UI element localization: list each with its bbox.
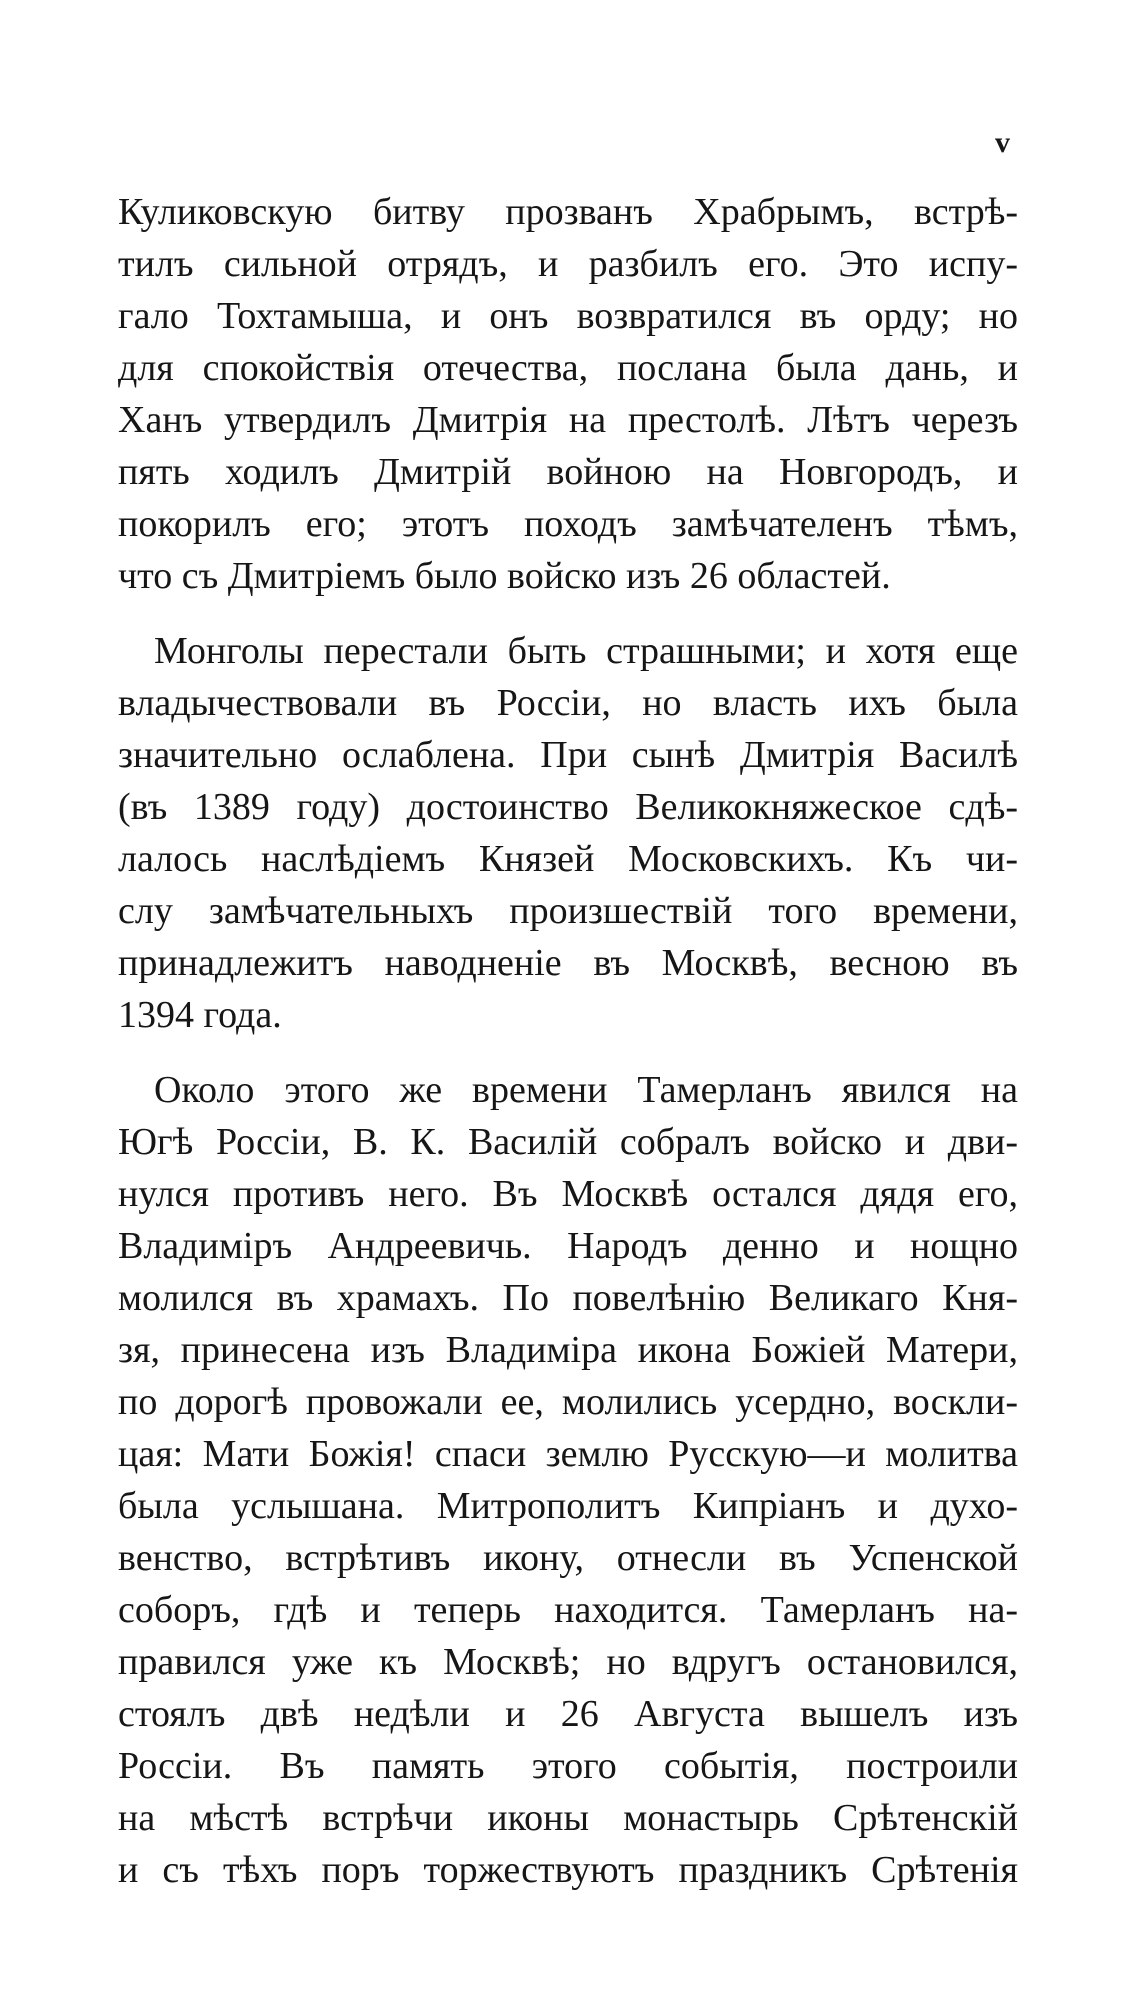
text-line: соборъ, гдѣ и теперь находится. Тамерланъ на- (118, 1589, 1018, 1631)
text-line: молился въ храмахъ. По повелѣнію Великаго Кня- (118, 1277, 1018, 1319)
text-line: 1394 года. (118, 994, 282, 1036)
body-text (118, 186, 1018, 1919)
text-line: была услышана. Митрополитъ Кипріанъ и духо- (118, 1485, 1018, 1527)
text-line: принадлежитъ наводненіе въ Москвѣ, весною въ (118, 942, 1018, 984)
text-line: Ханъ утвердилъ Дмитрія на престолѣ. Лѣтъ черезъ (118, 399, 1018, 441)
text-line: стоялъ двѣ недѣли и 26 Августа вышелъ изъ (118, 1693, 1018, 1735)
paragraph-3 (118, 1064, 1018, 1896)
text-line: нулся противъ него. Въ Москвѣ остался дядя его, (118, 1173, 1018, 1215)
text-line: венство, встрѣтивъ икону, отнесли въ Успенской (118, 1537, 1018, 1579)
text-line: на мѣстѣ встрѣчи иконы монастырь Срѣтенскій (118, 1797, 1018, 1839)
text-line: Монголы перестали быть страшными; и хотя еще (154, 630, 1018, 672)
text-line: Владиміръ Андреевичь. Народъ денно и нощно (118, 1225, 1018, 1267)
text-line: гало Тохтамыша, и онъ возвратился въ орду; но (118, 295, 1018, 337)
text-line: Около этого же времени Тамерланъ явился на (154, 1069, 1018, 1111)
text-line: правился уже къ Москвѣ; но вдругъ остановился, (118, 1641, 1018, 1683)
text-line: покорилъ его; этотъ походъ замѣчателенъ тѣмъ, (118, 503, 1018, 545)
text-line: и съ тѣхъ поръ торжествуютъ праздникъ Срѣтенія (118, 1849, 1018, 1891)
page-number: v (995, 126, 1010, 159)
paragraph-2 (118, 625, 1018, 1041)
text-line: цая: Мати Божія! спаси землю Русскую—и молитва (118, 1433, 1018, 1475)
text-line: тилъ сильной отрядъ, и разбилъ его. Это испу- (118, 243, 1018, 285)
text-line: слу замѣчательныхъ произшествій того времени, (118, 890, 1018, 932)
text-line: пять ходилъ Дмитрій войною на Новгородъ, и (118, 451, 1018, 493)
text-line: Россіи. Въ память этого событія, построили (118, 1745, 1018, 1787)
text-line: зя, принесена изъ Владиміра икона Божіей Матери, (118, 1329, 1018, 1371)
text-line: (въ 1389 году) достоинство Великокняжеское сдѣ- (118, 786, 1018, 828)
text-line: значительно ослаблена. При сынѣ Дмитрія Василѣ (118, 734, 1018, 776)
text-line: что съ Дмитріемъ было войско изъ 26 областей. (118, 555, 891, 597)
text-line: Куликовскую битву прозванъ Храбрымъ, встрѣ- (118, 191, 1018, 233)
text-line: по дорогѣ провожали ее, молились усердно, воскли- (118, 1381, 1018, 1423)
text-line: владычествовали въ Россіи, но власть ихъ была (118, 682, 1018, 724)
text-line: лалось наслѣдіемъ Князей Московскихъ. Къ чи- (118, 838, 1018, 880)
paragraph-1 (118, 186, 1018, 602)
text-line: для спокойствія отечества, послана была дань, и (118, 347, 1018, 389)
text-line: Югѣ Россіи, В. К. Василій собралъ войско и дви- (118, 1121, 1018, 1163)
